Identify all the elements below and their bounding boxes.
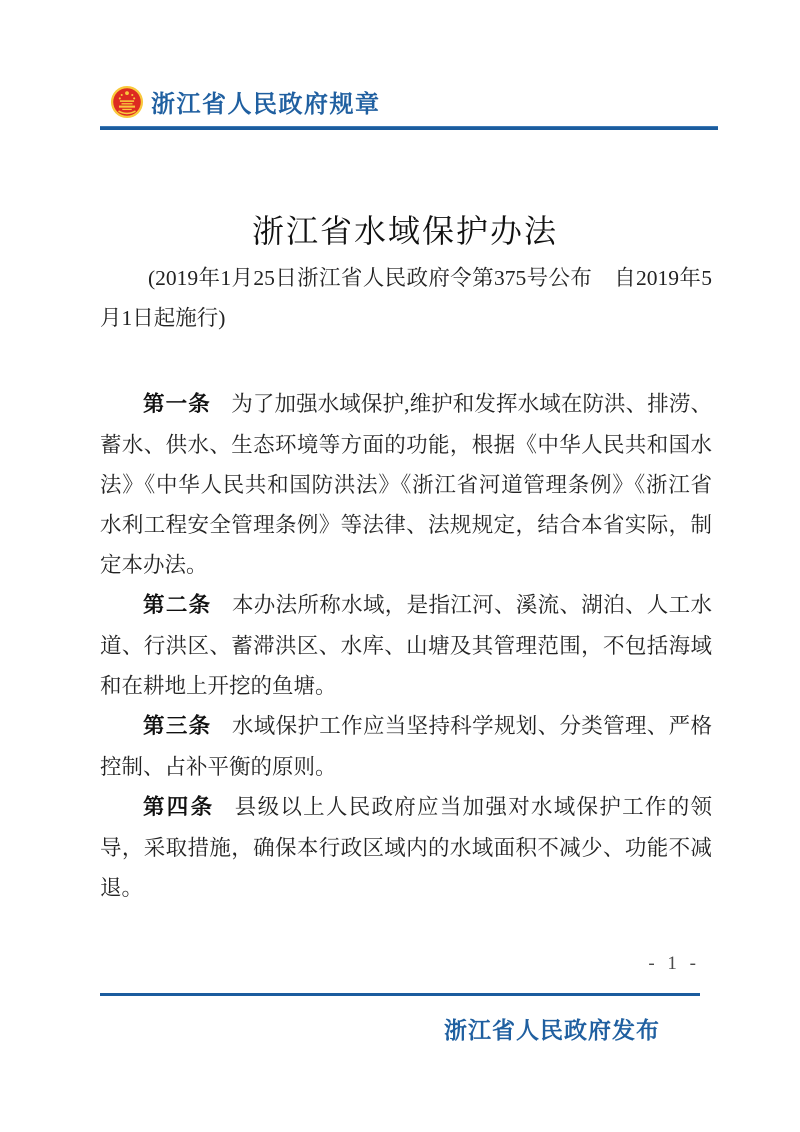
article-4 [100,787,712,908]
article-3 [100,706,712,787]
article-2 [100,585,712,706]
article-4-label: 第四条 [143,795,215,820]
article-3-label: 第三条 [143,714,212,739]
promulgation-note: (2019年1月25日浙江省人民政府令第375号公布 自2019年5月1日起施行) [100,266,712,330]
page-number: - 1 - [648,953,700,974]
footer-divider [100,993,700,996]
article-1 [100,384,712,585]
article-2-label: 第二条 [143,593,212,618]
header-category-label: 浙江省人民政府规章 [151,92,381,118]
document-title: 浙江省水域保护办法 [251,213,558,249]
header-divider [100,126,718,130]
publisher-label: 浙江省人民政府发布 [444,1018,660,1043]
document-body [100,384,712,908]
article-4-text: 县级以上人民政府应当加强对水域保护工作的领导，采取措施，确保本行政区域内的水域面积不减少、功能不减退。 [100,795,712,900]
national-emblem-icon [110,85,144,119]
article-2-text: 本办法所称水域，是指江河、溪流、湖泊、人工水道、行洪区、蓄滞洪区、水库、山塘及其管理范围，不包括海域和在耕地上开挖的鱼塘。 [100,593,712,698]
page-header [110,84,381,119]
article-1-label: 第一条 [143,392,211,417]
article-3-text: 水域保护工作应当坚持科学规划、分类管理、严格控制、占补平衡的原则。 [100,714,712,779]
article-1-text: 为了加强水域保护,维护和发挥水域在防洪、排涝、蓄水、供水、生态环境等方面的功能，根据《中华人民共和国水法》《中华人民共和国防洪法》《浙江省河道管理条例》《浙江省水利工程安全管理条例》等法律、法规规定，结合本省实际，制定本办法。 [100,392,712,577]
